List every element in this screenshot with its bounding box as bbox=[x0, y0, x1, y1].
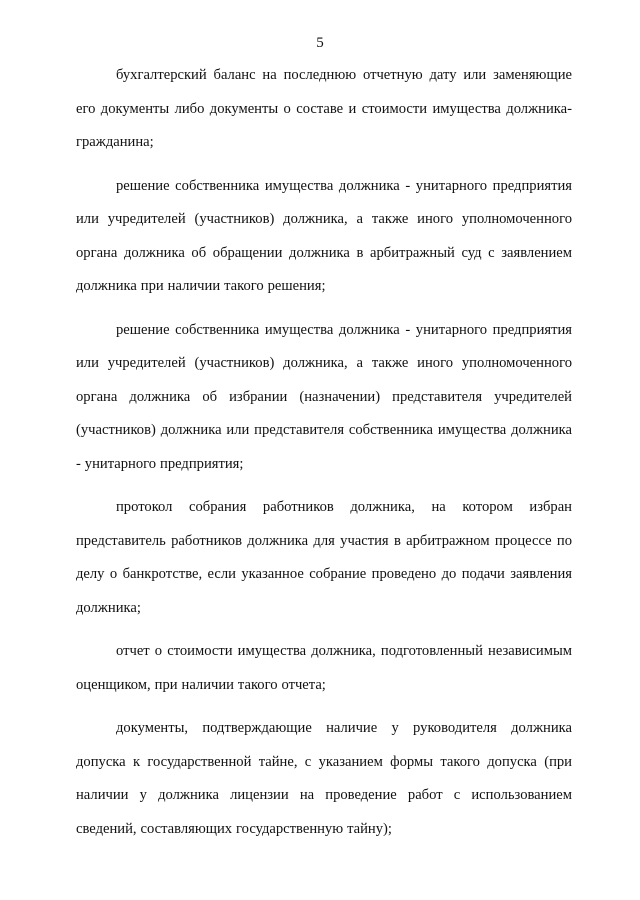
paragraph-decision-representative: решение собственника имущества должника - унитарного предприятия или учредителей (участников) должника, а также иного уполномоченного органа должника об избрании (назначении) представителя учредителей (участников) должника или представителя собственника имущества должника - унитарного предприятия; bbox=[76, 321, 572, 472]
paragraph-decision-to-file: решение собственника имущества должника - унитарного предприятия или учредителей (участников) должника, а также иного уполномоченного органа должника об обращении должника в арбитражный суд с заявлением должника при наличии такого решения; bbox=[76, 177, 572, 294]
paragraph-balance-sheet: бухгалтерский баланс на последнюю отчетную дату или заменяющие его документы либо документы о составе и стоимости имущества должника-гражданина; bbox=[76, 67, 572, 150]
paragraph-state-secret-clearance: документы, подтверждающие наличие у руководителя должника допуска к государственной тайне, с указанием формы такого допуска (при наличии у должника лицензии на проведение работ с использованием сведений, составляющих государственную тайну); bbox=[76, 720, 572, 837]
document-body bbox=[76, 59, 572, 856]
paragraph-employees-meeting-protocol: протокол собрания работников должника, на котором избран представитель работников должника для участия в арбитражном процессе по делу о банкротстве, если указанное собрание проведено до подачи заявления должника; bbox=[76, 499, 572, 616]
paragraph-valuation-report: отчет о стоимости имущества должника, подготовленный независимым оценщиком, при наличии такого отчета; bbox=[76, 643, 572, 693]
page-number: 5 bbox=[316, 35, 324, 51]
